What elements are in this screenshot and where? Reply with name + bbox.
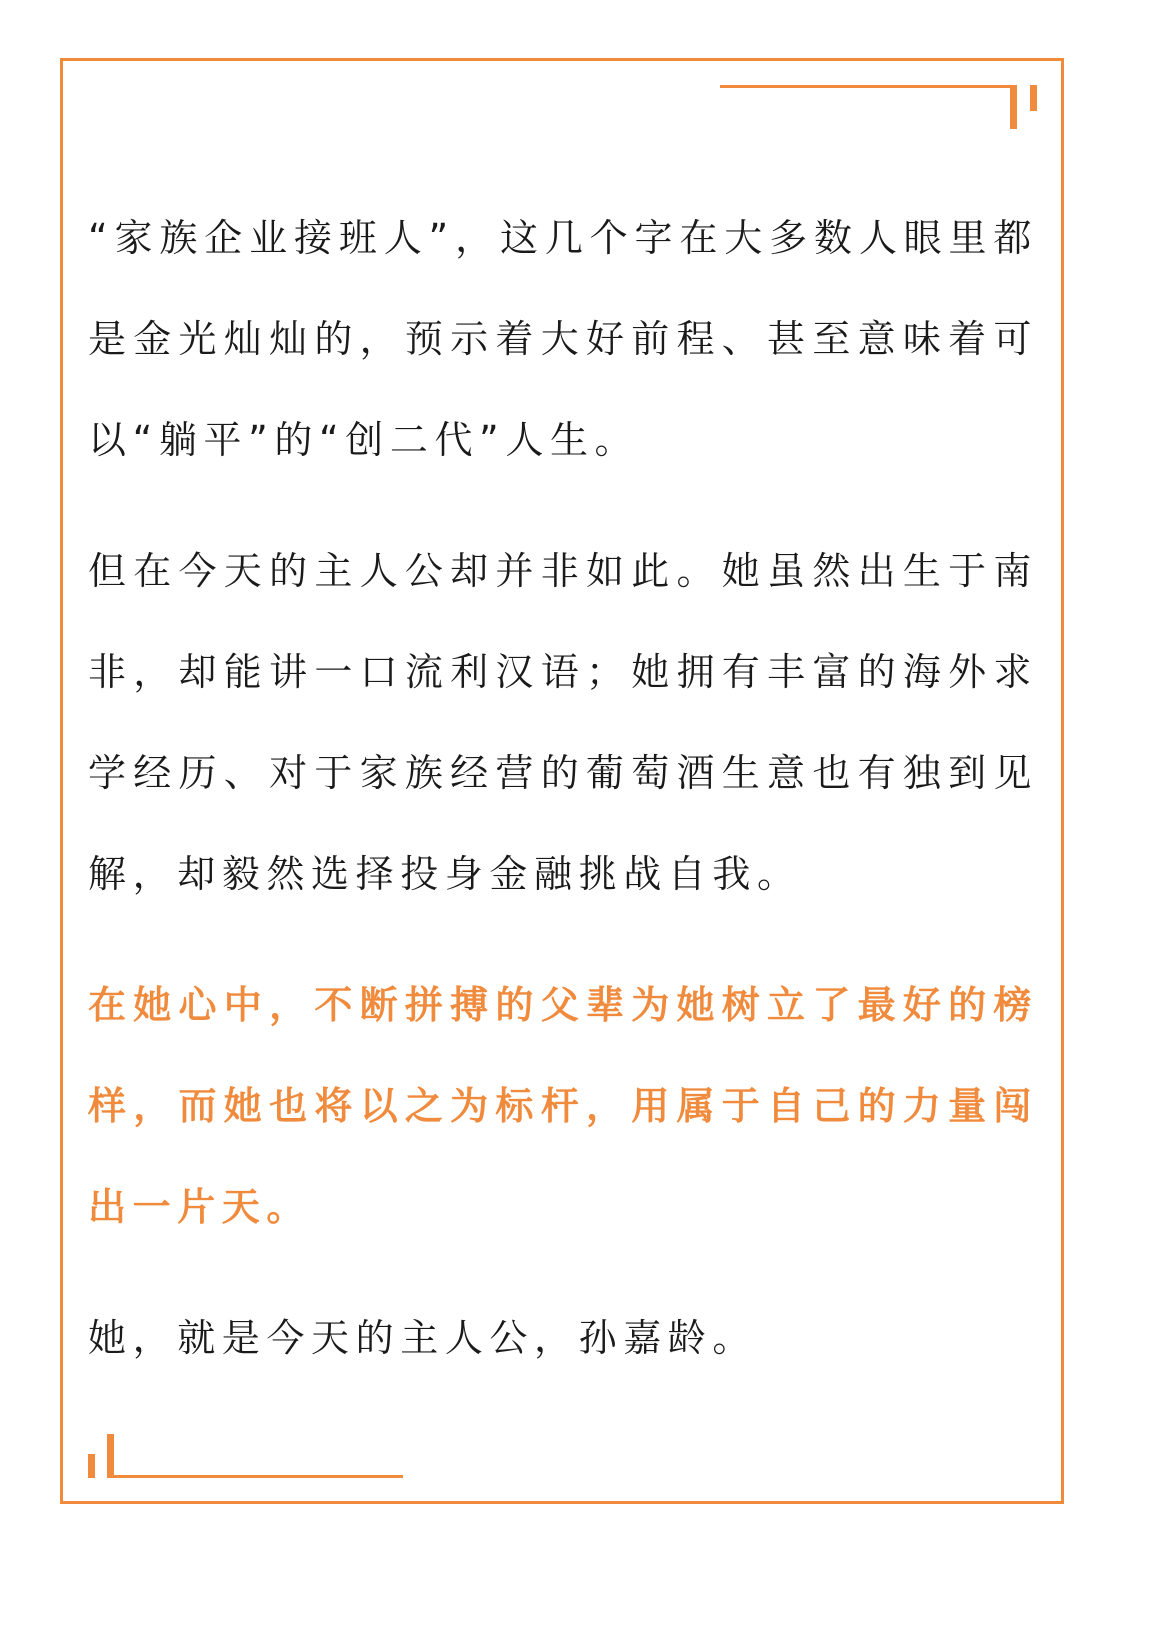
paragraph-protagonist: 她，就是今天的主人公，孙嘉龄。 <box>88 1316 758 1360</box>
top-right-decor-bar-long <box>1010 85 1017 129</box>
paragraph-intro: “家族企业接班人”，这几个字在大多数人眼里都是金光灿灿的，预示着大好前程、甚至意味着可以“躺平”的“创二代”人生。 <box>88 216 1038 462</box>
bottom-left-decor-bar-long <box>107 1434 114 1478</box>
paragraph-highlight: 在她心中，不断拼搏的父辈为她树立了最好的榜样，而她也将以之为标杆，用属于自己的力量闯出一片天。 <box>88 983 1038 1229</box>
article-body <box>88 188 1038 1419</box>
paragraph-background: 但在今天的主人公却并非如此。她虽然出生于南非，却能讲一口流利汉语；她拥有丰富的海外求学经历、对于家族经营的葡萄酒生意也有独到见解，却毅然选择投身金融挑战自我。 <box>88 549 1038 896</box>
bottom-left-decor-bar-short <box>88 1454 95 1478</box>
top-right-decor-line <box>720 85 1010 88</box>
top-right-decor-bar-short <box>1030 85 1037 111</box>
bottom-left-decor-line <box>107 1475 403 1478</box>
